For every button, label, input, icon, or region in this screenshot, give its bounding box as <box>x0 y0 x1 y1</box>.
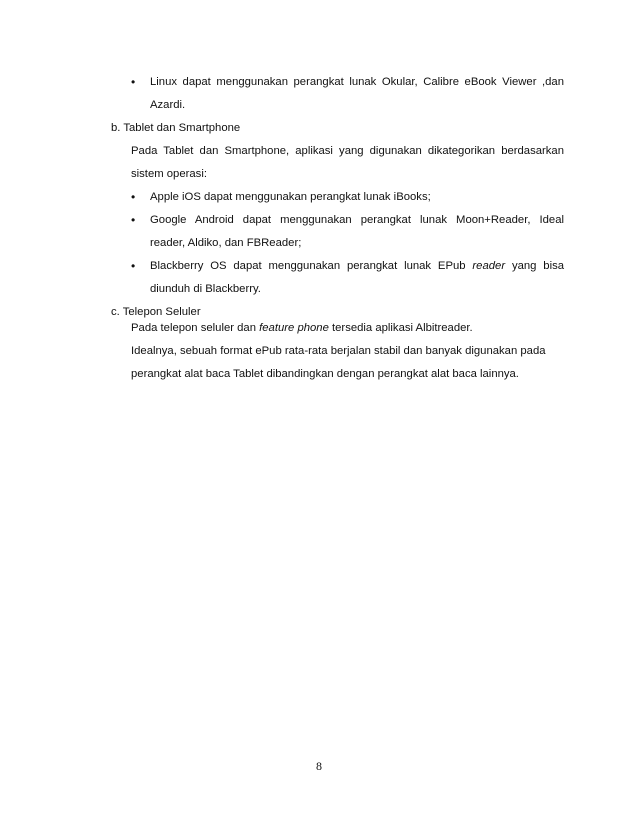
bullet-blackberry-line2: diunduh di Blackberry. <box>150 283 261 295</box>
section-c-line1-em: feature phone <box>259 322 329 334</box>
bullet-ios: Apple iOS dapat menggunakan perangkat lunak iBooks; <box>150 191 431 203</box>
blackberry-text-b: yang bisa <box>511 260 565 272</box>
bullet-marker: • <box>131 75 136 89</box>
section-c-line2: Idealnya, sebuah format ePub rata-rata berjalan stabil dan banyak digunakan pada <box>131 345 546 357</box>
bullet-linux-line2: Azardi. <box>150 99 186 111</box>
section-c-line1 <box>131 321 473 335</box>
section-c-line1-a: Pada telepon seluler dan <box>131 322 260 334</box>
section-c-line1-b: tersedia aplikasi Albitreader. <box>328 322 473 334</box>
page-number: 8 <box>316 759 322 773</box>
bullet-linux-line1: Linux dapat menggunakan perangkat lunak Okular, Calibre eBook Viewer ,dan <box>150 76 564 88</box>
blackberry-text-a: Blackberry OS dapat menggunakan perangkat lunak EPub <box>150 260 466 272</box>
bullet-marker: • <box>131 213 136 227</box>
section-b-intro-line1: Pada Tablet dan Smartphone, aplikasi yang digunakan dikategorikan berdasarkan <box>131 145 564 157</box>
section-b-heading: b. Tablet dan Smartphone <box>111 122 241 134</box>
section-c-heading: c. Telepon Seluler <box>111 306 201 318</box>
bullet-marker: • <box>131 259 136 273</box>
bullet-android-line2: reader, Aldiko, dan FBReader; <box>150 237 302 249</box>
bullet-android-line1: Google Android dapat menggunakan perangkat lunak Moon+Reader, Ideal <box>150 214 564 226</box>
bullet-marker: • <box>131 190 136 204</box>
section-c-line3: perangkat alat baca Tablet dibandingkan dengan perangkat alat baca lainnya. <box>131 368 519 380</box>
bullet-blackberry-line1 <box>150 259 564 273</box>
section-b-intro-line2: sistem operasi: <box>131 168 207 180</box>
blackberry-text-em: reader <box>472 260 506 272</box>
